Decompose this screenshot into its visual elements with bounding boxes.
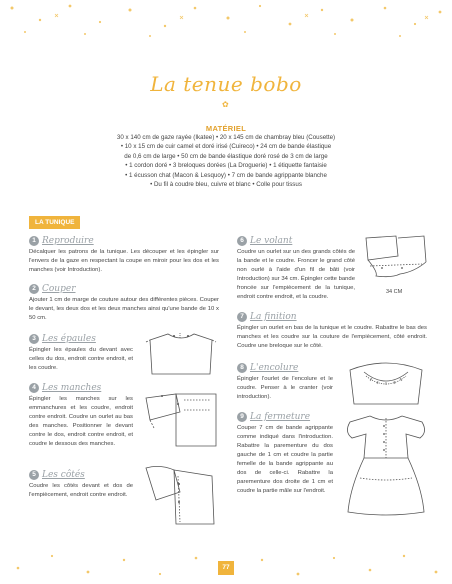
confetti-decoration-top	[0, 0, 452, 42]
step-title: La fermeture	[250, 412, 311, 422]
materiel-line: • 1 écusson chat (Macon & Lesquoy) • 7 cm de bande agrippante blanche	[125, 171, 327, 179]
step-9-heading	[237, 412, 310, 422]
step-7-text: Épingler un ourlet en bas de la tunique et le coudre. Rabattre le bas des manches et les coudre sur la couture de l'empiècement, côté endroit. Coudre une breloque sur le côté.	[237, 325, 427, 349]
step-title: Couper	[42, 284, 76, 294]
materiel-heading: MATÉRIEL	[205, 124, 247, 133]
materiel-line: de 0,6 cm de large • 50 cm de bande élastique doré rosé de 3 cm de large	[124, 152, 328, 160]
step-7-heading	[237, 312, 297, 322]
step-number: 5	[29, 470, 39, 480]
sketch-sleeves	[140, 390, 222, 452]
materiel-line: 30 x 140 cm de gaze rayée (Ikatee) • 20 x 145 cm de chambray bleu (Cousette)	[116, 134, 336, 141]
step-number: 9	[237, 412, 247, 422]
step-3-heading	[29, 334, 96, 344]
step-title: Le volant	[250, 236, 293, 246]
step-4-heading	[29, 383, 101, 393]
step-2-text: Ajouter 1 cm de marge de couture autour des différentes pièces. Couper le devant, les deux dos et les deux manches ainsi qu'une bande de 10 x 50 cm.	[29, 297, 219, 321]
star-icon: ✿	[222, 100, 229, 109]
step-6-text: Coudre un ourlet sur un des grands côtés de la bande et le coudre. Froncer le grand côté non ourlé à l'aide d'un fil de bâti (voir Introduction) sur 34 cm. Épingler cette bande froncée sur l'empiècement de la tunique, endroit contre endroit, et la coudre.	[237, 249, 355, 300]
step-number: 4	[29, 383, 39, 393]
sketch-neckline	[344, 360, 428, 410]
step-title: Reproduire	[42, 236, 94, 246]
step-title: Les côtés	[42, 470, 85, 480]
step-title: Les manches	[42, 383, 102, 393]
step-number: 6	[237, 236, 247, 246]
step-3-text: Épingler les épaules du devant avec celles du dos, endroit contre endroit, et les coudre.	[29, 347, 133, 371]
annotation-34cm: 34 CM	[386, 289, 403, 295]
step-1-heading	[29, 236, 94, 246]
step-8-text: Épingler l'ourlet de l'encolure et le coudre. Penser à le cranter (voir introduction).	[237, 376, 333, 400]
sketch-shoulders	[140, 330, 222, 380]
step-9-text: Couper 7 cm de bande agrippante comme indiqué dans l'introduction. Rabattre la parementure du dos gauche de 1 cm et coudre la partie femelle de la bande agrippante au dos de celle-ci. Rabattre la parementure dos droite de 1 cm et coudre la partie mâle sur l'endroit.	[237, 425, 333, 494]
step-number: 3	[29, 334, 39, 344]
step-5-text: Coudre les côtés devant et dos de l'empiècement, endroit contre endroit.	[29, 483, 133, 498]
step-number: 2	[29, 284, 39, 294]
sketch-closure	[340, 408, 432, 520]
materiel-line: • 1 cordon doré • 3 breloques dorées (La Droguerie) • 1 étiquette fantaisie	[125, 162, 327, 170]
sketch-sides	[140, 462, 222, 530]
step-title: L'encolure	[250, 363, 299, 373]
section-badge: LA TUNIQUE	[29, 216, 80, 229]
materiel-list	[60, 133, 392, 189]
step-2-heading	[29, 284, 76, 294]
materiel-line: • Du fil à coudre bleu, cuivre et blanc • Colle pour tissus	[150, 181, 302, 189]
materiel-line: • 10 x 15 cm de cuir camel et doré irisé (Cuireco) • 24 cm de bande élastique	[120, 143, 332, 151]
page-title: La tenue bobo	[150, 72, 302, 96]
step-number: 7	[237, 312, 247, 322]
step-6-heading	[237, 236, 292, 246]
step-number: 1	[29, 236, 39, 246]
step-4-text: Épingler les manches sur les emmanchures et les coudre, endroit contre endroit. Coudre un ourlet au bas des manches. Positionner le devant contre le dos, endroit contre endroit, et coudre le dessous des manches.	[29, 396, 133, 447]
step-title: Les épaules	[42, 334, 96, 344]
page-number: 77	[218, 561, 234, 575]
step-number: 8	[237, 363, 247, 373]
step-8-heading	[237, 363, 298, 373]
step-1-text: Décalquer les patrons de la tunique. Les découper et les épingler sur l'envers de la gaze en respectant la coupe en miroir pour les dos et les manches (voir Introduction).	[29, 249, 219, 273]
step-5-heading	[29, 470, 85, 480]
step-title: La finition	[250, 312, 297, 322]
